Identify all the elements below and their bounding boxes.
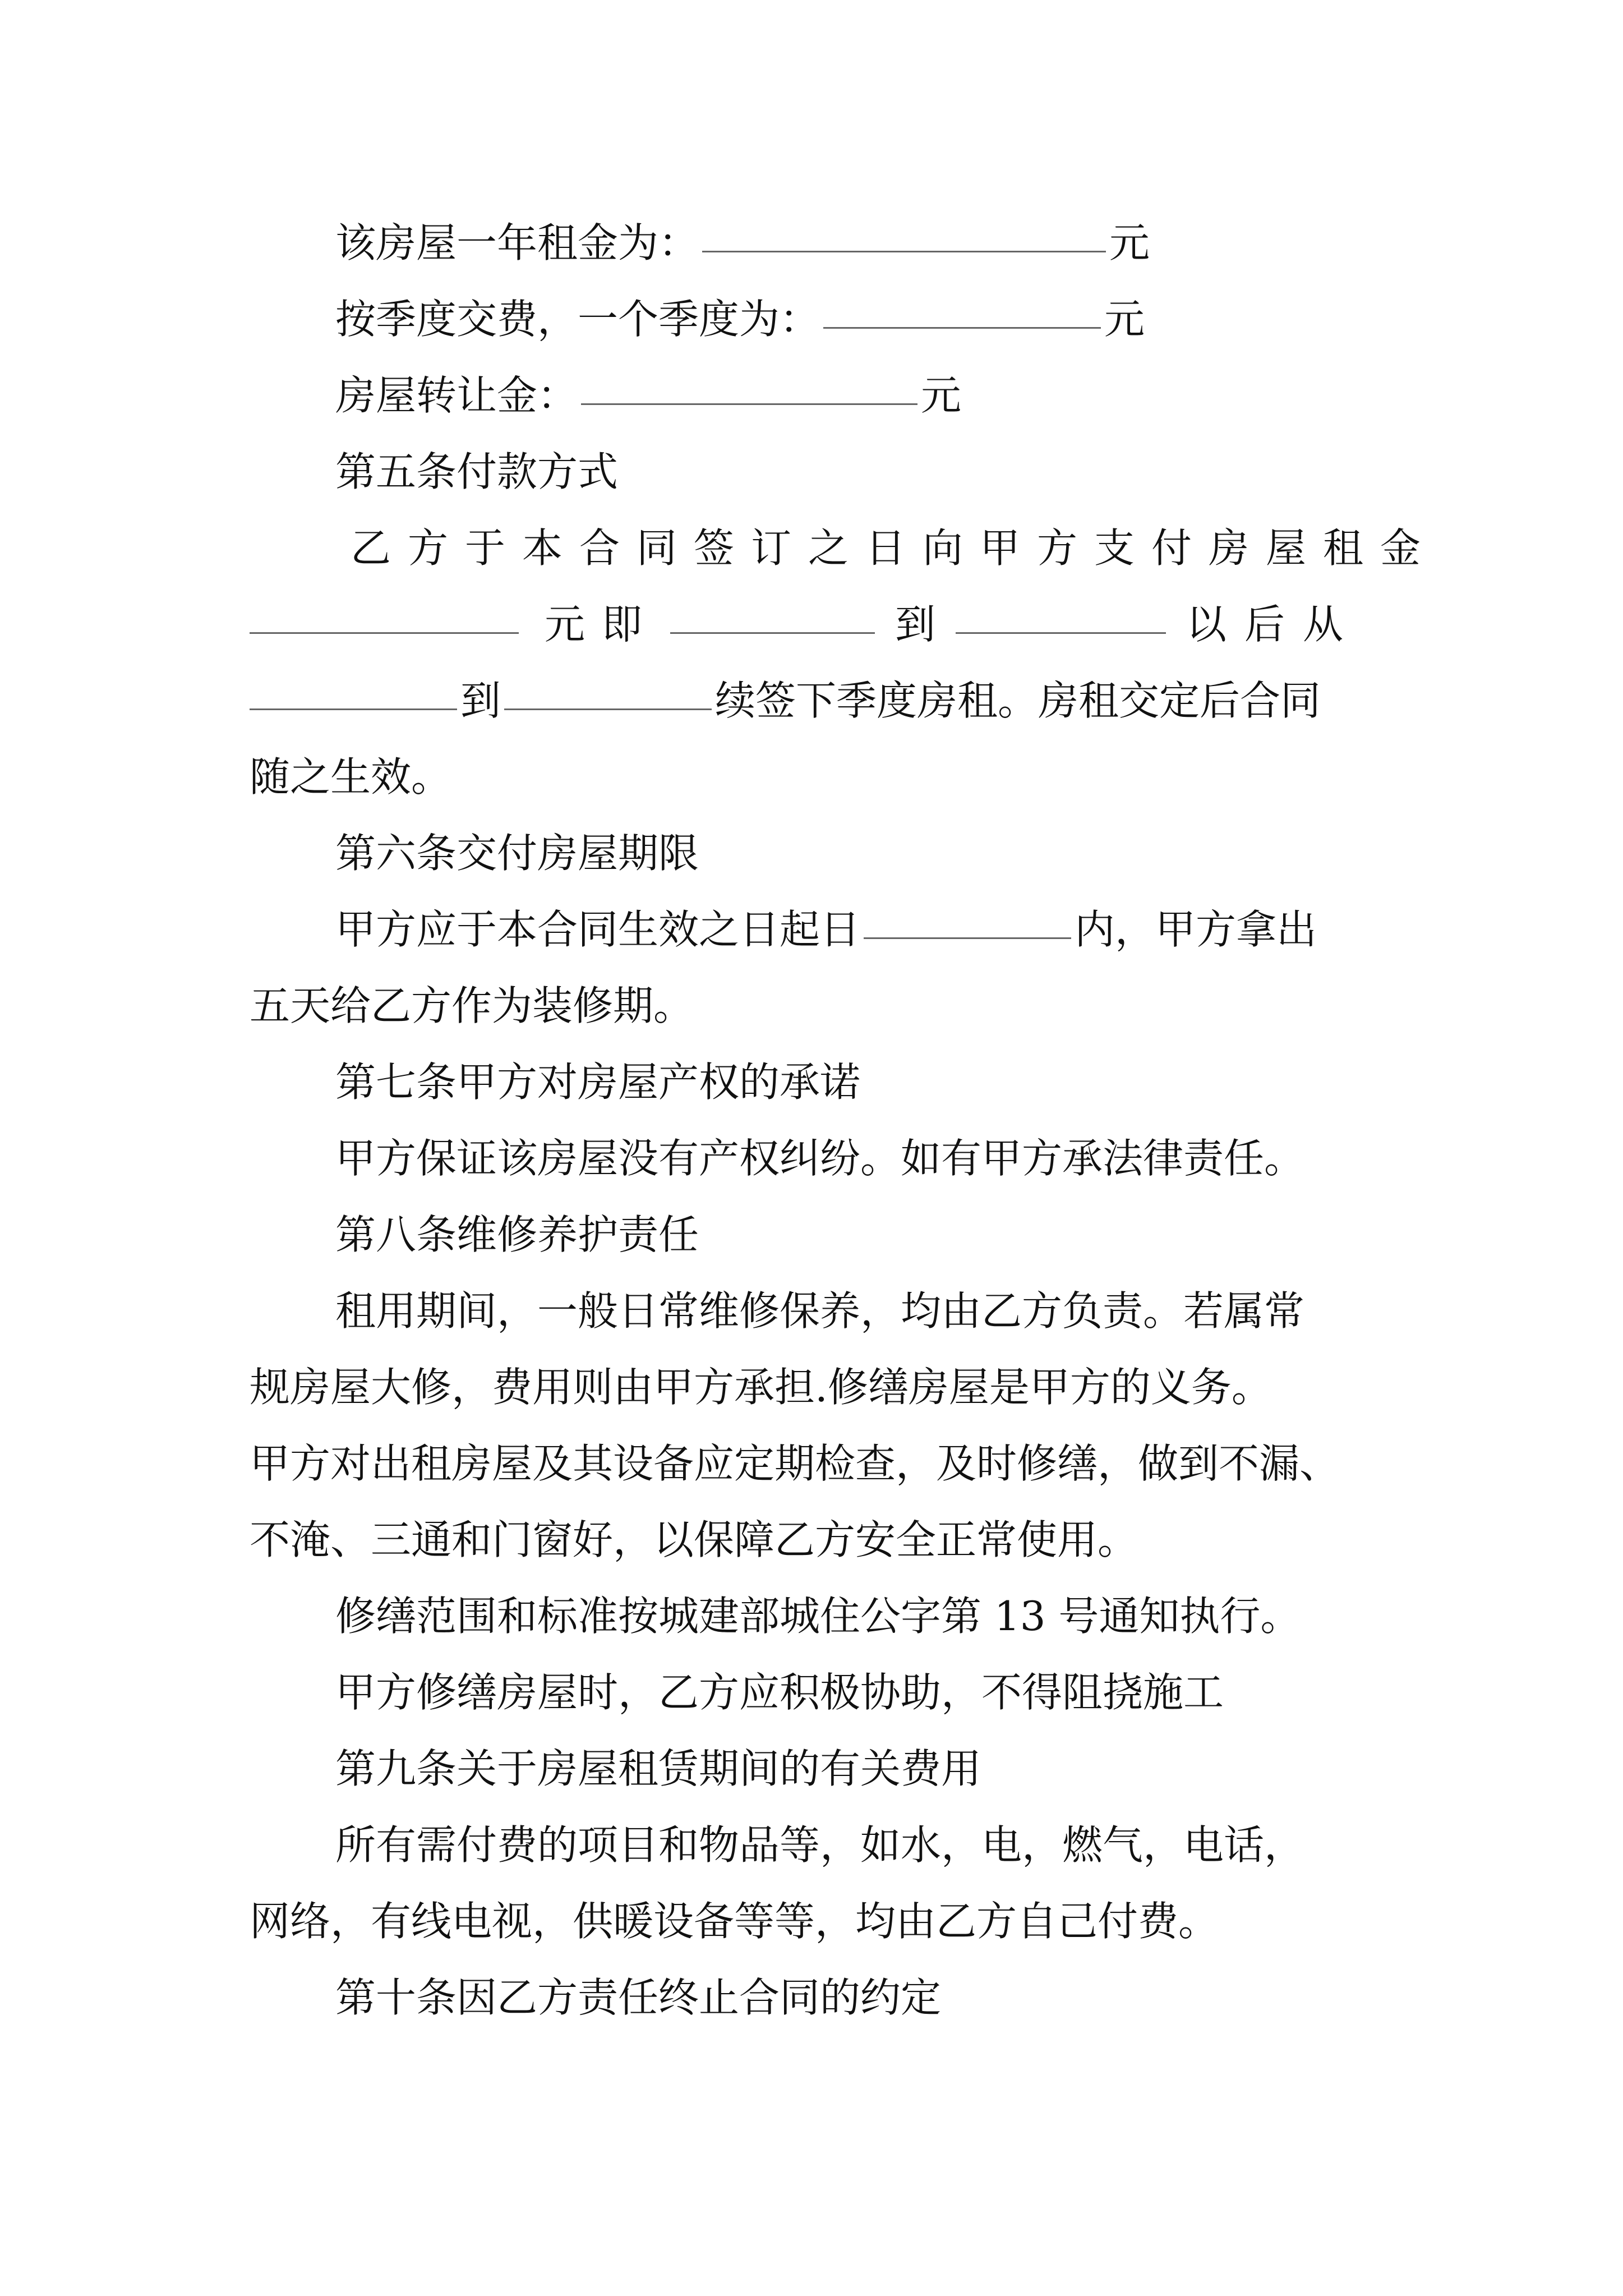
renew-to-blank	[504, 708, 712, 710]
to-text-2: 到	[460, 677, 501, 724]
article-8-text-line-2: 规房屋大修，费用则由甲方承担.修缮房屋是甲方的义务。	[250, 1364, 1272, 1411]
yuan-ji-text: 元即	[545, 601, 660, 648]
transfer-label: 房屋转让金：	[335, 372, 578, 419]
article-8-text-line-4: 不淹、三通和门窗好，以保障乙方安全正常使用。	[250, 1516, 1138, 1563]
transfer-unit: 元	[921, 372, 962, 419]
article-5-text-line-1: 乙方于本合同签订之日向甲方支付房屋租金	[351, 524, 1438, 572]
rent-year-blank	[702, 251, 1106, 252]
amount-blank	[250, 632, 519, 634]
article-6-title: 第六条交付房屋期限	[335, 830, 699, 877]
transfer-blank	[581, 403, 917, 405]
article-5-text-line-2	[250, 593, 1361, 655]
article-8-text-2: 修缮范围和标准按城建部城住公字第 13 号通知执行。	[335, 1593, 1301, 1640]
quarter-label: 按季度交费，一个季度为：	[335, 296, 820, 343]
article-6-text-b: 内，甲方拿出	[1075, 906, 1317, 953]
quarter-line	[335, 288, 1145, 350]
article-8-text-line-3: 甲方对出租房屋及其设备应定期检查，及时修缮，做到不漏、	[250, 1440, 1340, 1487]
renew-from-blank	[250, 708, 457, 710]
article-8-text-line-1: 租用期间，一般日常维修保养，均由乙方负责。若属常	[335, 1287, 1305, 1335]
article-6-text-line-2: 五天给乙方作为装修期。	[250, 982, 694, 1029]
date-from-blank	[670, 632, 875, 634]
article-8-text-3: 甲方修缮房屋时，乙方应积极协助，不得阻挠施工	[335, 1669, 1224, 1716]
transfer-line	[335, 365, 961, 426]
article-7-text: 甲方保证该房屋没有产权纠纷。如有甲方承法律责任。	[335, 1135, 1305, 1182]
article-5-title: 第五条付款方式	[335, 448, 619, 495]
article-10-title: 第十条因乙方责任终止合同的约定	[335, 1974, 942, 2021]
article-8-title: 第八条维修养护责任	[335, 1211, 699, 1258]
rent-year-line	[335, 212, 1150, 274]
article-7-title: 第七条甲方对房屋产权的承诺	[335, 1059, 861, 1106]
delivery-days-blank	[864, 937, 1071, 939]
article-9-text-line-1: 所有需付费的项目和物品等，如水，电，燃气，电话，	[335, 1821, 1305, 1869]
article-9-text-line-2: 网络，有线电视，供暖设备等等，均由乙方自己付费。	[250, 1898, 1219, 1945]
date-to-blank	[956, 632, 1166, 634]
later-from-text: 以后从	[1186, 601, 1362, 648]
article-9-title: 第九条关于房屋租赁期间的有关费用	[335, 1745, 982, 1792]
rent-year-label: 该房屋一年租金为：	[335, 219, 699, 266]
article-6-text-line-1	[335, 899, 1317, 960]
quarter-unit: 元	[1104, 296, 1145, 343]
to-text-1: 到	[895, 601, 936, 648]
rent-year-unit: 元	[1109, 219, 1150, 266]
quarter-blank	[823, 327, 1101, 329]
article-5-text-line-3	[250, 670, 1321, 731]
article-6-text-a: 甲方应于本合同生效之日起日	[335, 906, 861, 953]
renew-text: 续签下季度房租。房租交定后合同	[715, 677, 1321, 724]
article-5-text-line-4: 随之生效。	[250, 753, 452, 800]
